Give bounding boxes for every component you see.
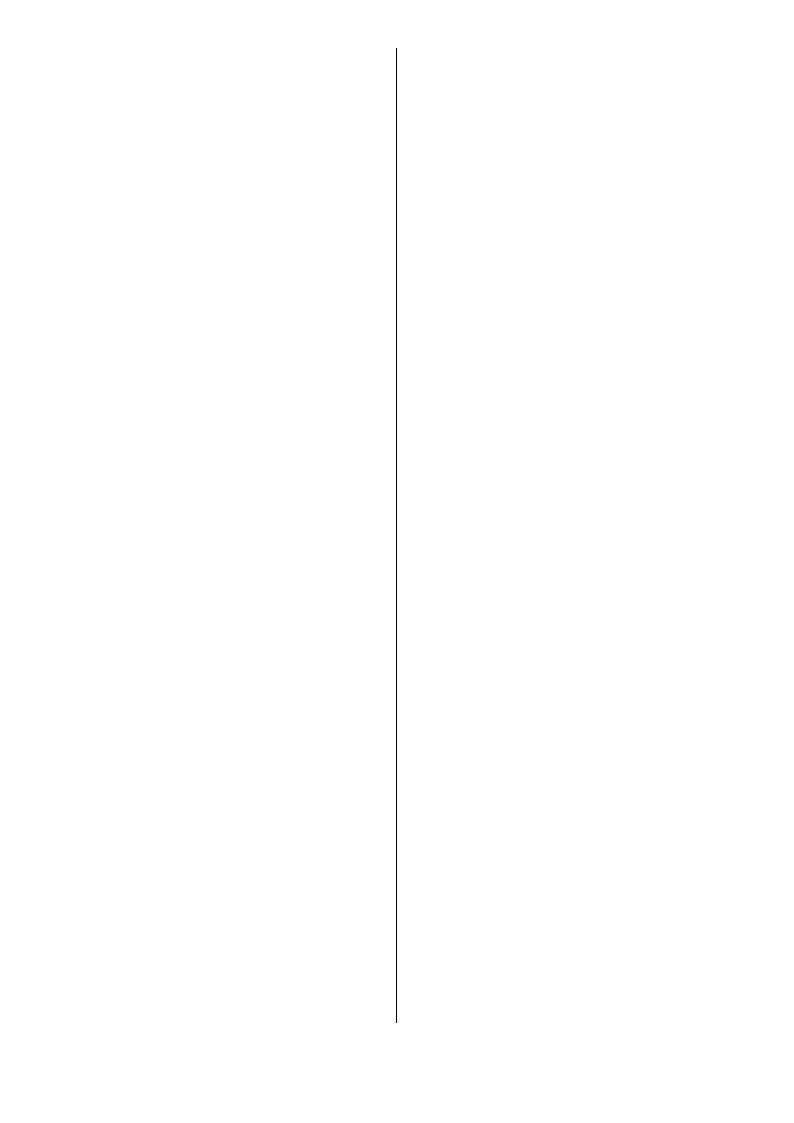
- column-divider: [396, 48, 397, 1023]
